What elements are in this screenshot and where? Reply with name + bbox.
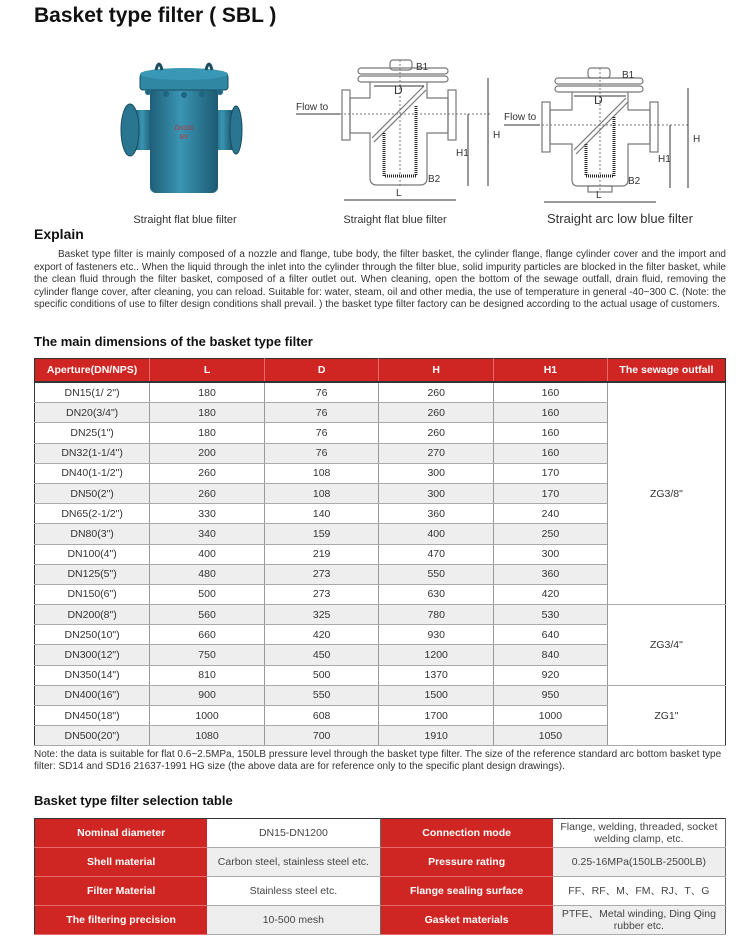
col-h: H xyxy=(379,359,494,383)
cell-aperture: DN150(6") xyxy=(35,584,150,604)
cell-aperture: DN250(10") xyxy=(35,625,150,645)
h1-label: H1 xyxy=(658,154,671,165)
flow-label: Flow to xyxy=(296,102,329,113)
cell-aperture: DN25(1") xyxy=(35,423,150,443)
cell-h: 630 xyxy=(379,584,494,604)
svg-text:BS: BS xyxy=(179,135,189,141)
cell-d: 76 xyxy=(264,382,378,403)
cell-h1: 160 xyxy=(494,403,608,423)
cell-h1: 920 xyxy=(494,665,608,685)
explain-heading: Explain xyxy=(34,226,84,242)
cell-h: 300 xyxy=(379,483,494,503)
dimensions-heading: The main dimensions of the basket type filter xyxy=(34,334,313,349)
cell-h: 260 xyxy=(379,382,494,403)
cell-l: 180 xyxy=(150,423,265,443)
cell-aperture: DN400(16") xyxy=(35,685,150,705)
b2-label: B2 xyxy=(628,176,641,187)
selection-value: PTFE、Metal winding, Ding Qing rubber etc. xyxy=(553,906,726,935)
h-label: H xyxy=(493,130,501,141)
col-sewage-outfall: The sewage outfall xyxy=(607,359,725,383)
selection-value: DN15-DN1200 xyxy=(207,819,380,848)
cell-h1: 160 xyxy=(494,423,608,443)
cell-aperture: DN65(2-1/2") xyxy=(35,504,150,524)
cell-l: 260 xyxy=(150,483,265,503)
cell-aperture: DN80(3") xyxy=(35,524,150,544)
explain-text: Basket type filter is mainly composed of a nozzle and flange, tube body, the filter basket, the cylinder flange, flange cylinder cover and the import and export of fasteners etc.. When the liquid through the inlet into the cylinder through the filter blue, solid impurity particles are blocked in the filter basket, while the clean fluid through the filter basket, composed of a filter outlet out. When cleaning, open the bottom of the sewage outfall, drain fluid, removing the cylinder flange cover, after cleaning, you can reload. Suitable for: water, steam, oil and other media, the use of temperature in general -40~300 C. (Note: the specific conditions of use to filter design conditions shall prevail. ) the basket type filter factory can be designed according to the actual usage of customers. xyxy=(34,249,726,311)
selection-label: Pressure rating xyxy=(380,848,553,877)
d-label: D xyxy=(394,83,403,97)
l-label: L xyxy=(396,188,402,199)
cell-h1: 240 xyxy=(494,504,608,524)
selection-label: Shell material xyxy=(35,848,208,877)
cell-h: 1200 xyxy=(379,645,494,665)
page-title: Basket type filter ( SBL ) xyxy=(34,4,277,27)
cell-aperture: DN50(2") xyxy=(35,483,150,503)
cell-h: 1370 xyxy=(379,665,494,685)
cell-aperture: DN125(5") xyxy=(35,564,150,584)
drawing-straight-arc-low xyxy=(500,62,730,210)
dimensions-table xyxy=(34,358,726,746)
cell-l: 330 xyxy=(150,504,265,524)
cell-l: 400 xyxy=(150,544,265,564)
cell-aperture: DN100(4") xyxy=(35,544,150,564)
cell-h: 1500 xyxy=(379,685,494,705)
cell-h: 300 xyxy=(379,463,494,483)
b2-label: B2 xyxy=(428,174,441,185)
cell-h: 260 xyxy=(379,403,494,423)
cell-d: 76 xyxy=(264,423,378,443)
l-label: L xyxy=(596,190,602,201)
cell-h: 930 xyxy=(379,625,494,645)
cell-d: 140 xyxy=(264,504,378,524)
selection-label: The filtering precision xyxy=(35,906,208,935)
selection-label: Gasket materials xyxy=(380,906,553,935)
cell-l: 750 xyxy=(150,645,265,665)
cell-h1: 530 xyxy=(494,605,608,625)
cell-l: 180 xyxy=(150,382,265,403)
cell-l: 810 xyxy=(150,665,265,685)
table-row xyxy=(35,382,726,403)
cell-h: 470 xyxy=(379,544,494,564)
cell-d: 76 xyxy=(264,443,378,463)
cell-d: 76 xyxy=(264,403,378,423)
d-label: D xyxy=(594,93,603,107)
col-l: L xyxy=(150,359,265,383)
cell-aperture: DN450(18") xyxy=(35,706,150,726)
selection-row xyxy=(35,848,726,877)
cell-h: 400 xyxy=(379,524,494,544)
h1-label: H1 xyxy=(456,148,469,159)
cell-h1: 1050 xyxy=(494,726,608,746)
cell-l: 200 xyxy=(150,443,265,463)
cell-d: 108 xyxy=(264,483,378,503)
cell-h: 780 xyxy=(379,605,494,625)
flow-label: Flow to xyxy=(504,112,537,123)
cell-d: 500 xyxy=(264,665,378,685)
b1-label: B1 xyxy=(416,62,429,73)
cell-h1: 170 xyxy=(494,483,608,503)
cell-h1: 640 xyxy=(494,625,608,645)
drawing-straight-flat xyxy=(290,58,510,208)
selection-label: Connection mode xyxy=(380,819,553,848)
cell-d: 325 xyxy=(264,605,378,625)
cell-aperture: DN15(1/ 2") xyxy=(35,382,150,403)
cell-h1: 950 xyxy=(494,685,608,705)
cell-h: 1910 xyxy=(379,726,494,746)
selection-row xyxy=(35,877,726,906)
cell-h: 1700 xyxy=(379,706,494,726)
col-h1: H1 xyxy=(494,359,608,383)
cell-h1: 300 xyxy=(494,544,608,564)
selection-table xyxy=(34,818,726,935)
selection-row xyxy=(35,819,726,848)
svg-text:DN100: DN100 xyxy=(174,126,194,132)
table-row xyxy=(35,685,726,705)
cell-aperture: DN350(14") xyxy=(35,665,150,685)
cell-l: 900 xyxy=(150,685,265,705)
cell-l: 1000 xyxy=(150,706,265,726)
cell-l: 660 xyxy=(150,625,265,645)
cell-l: 480 xyxy=(150,564,265,584)
selection-value: Flange, welding, threaded, socket welding clamp, etc. xyxy=(553,819,726,848)
cell-sewage-outfall: ZG3/8" xyxy=(607,382,725,605)
cell-d: 608 xyxy=(264,706,378,726)
cell-h: 270 xyxy=(379,443,494,463)
cell-sewage-outfall: ZG3/4" xyxy=(607,605,725,686)
cell-l: 180 xyxy=(150,403,265,423)
table-row xyxy=(35,605,726,625)
selection-heading: Basket type filter selection table xyxy=(34,793,233,808)
selection-value: Stainless steel etc. xyxy=(207,877,380,906)
selection-value: 10-500 mesh xyxy=(207,906,380,935)
selection-label: Filter Material xyxy=(35,877,208,906)
cell-aperture: DN200(8") xyxy=(35,605,150,625)
cell-aperture: DN32(1-1/4") xyxy=(35,443,150,463)
cell-aperture: DN40(1-1/2") xyxy=(35,463,150,483)
cell-h1: 160 xyxy=(494,443,608,463)
col-aperture: Aperture(DN/NPS) xyxy=(35,359,150,383)
figure-caption-1: Straight flat blue filter xyxy=(133,214,237,226)
cell-h1: 420 xyxy=(494,584,608,604)
figure-caption-2: Straight flat blue filter xyxy=(343,214,447,226)
cell-h: 550 xyxy=(379,564,494,584)
cell-h1: 1000 xyxy=(494,706,608,726)
col-d: D xyxy=(264,359,378,383)
selection-value: Carbon steel, stainless steel etc. xyxy=(207,848,380,877)
cell-h: 360 xyxy=(379,504,494,524)
selection-value: 0.25-16MPa(150LB-2500LB) xyxy=(553,848,726,877)
filter-photo xyxy=(118,50,248,205)
cell-sewage-outfall: ZG1" xyxy=(607,685,725,746)
selection-label: Flange sealing surface xyxy=(380,877,553,906)
cell-h1: 840 xyxy=(494,645,608,665)
b1-label: B1 xyxy=(622,70,635,81)
cell-h: 260 xyxy=(379,423,494,443)
cell-d: 273 xyxy=(264,564,378,584)
cell-h1: 160 xyxy=(494,382,608,403)
cell-l: 1080 xyxy=(150,726,265,746)
cell-h1: 170 xyxy=(494,463,608,483)
selection-row xyxy=(35,906,726,935)
cell-l: 260 xyxy=(150,463,265,483)
h-label: H xyxy=(693,134,701,145)
cell-aperture: DN300(12") xyxy=(35,645,150,665)
cell-h1: 360 xyxy=(494,564,608,584)
cell-d: 550 xyxy=(264,685,378,705)
cell-d: 108 xyxy=(264,463,378,483)
cell-l: 340 xyxy=(150,524,265,544)
cell-d: 700 xyxy=(264,726,378,746)
cell-l: 500 xyxy=(150,584,265,604)
dimensions-note: Note: the data is suitable for flat 0.6~2.5MPa, 150LB pressure level through the basket type filter. The size of the reference standard arc bottom basket type filter: SD14 and SD16 21637-1991 HG size (the above data are for reference only to the specific plant design drawings). xyxy=(34,749,722,773)
cell-d: 219 xyxy=(264,544,378,564)
cell-h1: 250 xyxy=(494,524,608,544)
cell-aperture: DN500(20") xyxy=(35,726,150,746)
selection-value: FF、RF、M、FM、RJ、T、G xyxy=(553,877,726,906)
cell-d: 420 xyxy=(264,625,378,645)
cell-d: 450 xyxy=(264,645,378,665)
cell-d: 273 xyxy=(264,584,378,604)
cell-d: 159 xyxy=(264,524,378,544)
cell-aperture: DN20(3/4") xyxy=(35,403,150,423)
dimensions-header-row xyxy=(35,359,726,383)
cell-l: 560 xyxy=(150,605,265,625)
figure-caption-3: Straight arc low blue filter xyxy=(547,211,693,226)
selection-label: Nominal diameter xyxy=(35,819,208,848)
